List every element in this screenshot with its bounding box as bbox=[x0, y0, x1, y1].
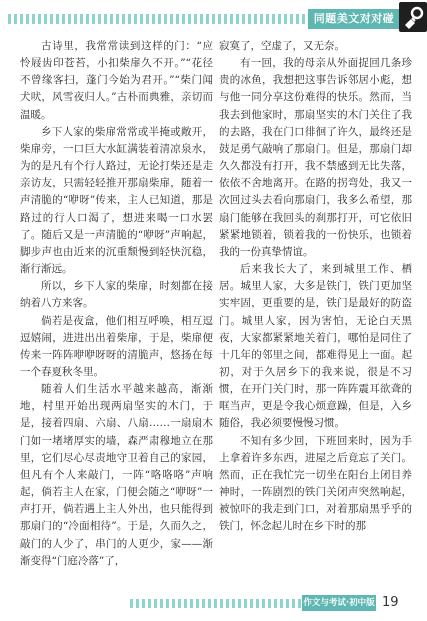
paragraph: 随着人们生活水平越来越高，渐渐地，村里开始出现两扇坚实的木门，于是，接着四扇、六扇、八扇……一扇扇木门如一堵堵厚实的墙，森严肃穆地立在那里，它们尽心尽责地守卫着自己的家园，但凡有个人来敲门，一阵“咯咯咯”声响起，倘若主人在家，门便会随之“咿呀”一声打开，倘若遇上主人外出，也只能得到那扇门的“冷面相待”。于是，久而久之，敲门的人少了，串门的人更少，家——渐渐变得“门庭冷落”了， bbox=[20, 383, 213, 567]
paragraph: 所以，乡下人家的柴扉，时刻都在接纳着八方来客。 bbox=[20, 280, 213, 310]
paragraph: 不知有多少回，下班回来时，因为手上拿着许多东西，进屋之后竟忘了关门。然而，正在我忙完一切坐在阳台上闭目养神时，一阵剧烈的铁门关闭声突然响起，被惊吓的我走到门口，对着那扇黑乎乎的铁门，怀念起儿时在乡下时的那 bbox=[219, 434, 412, 533]
right-text-column bbox=[219, 38, 412, 568]
paragraph: 有一回，我的母亲从外面捉回几条珍贵的冰鱼，我想把这事告诉邻居小彪，想与他一同分享这份难得的快乐。然而，当我去到他家时，那扇坚实的木门关住了我的去路，我在门口徘徊了许久，最终还是鼓足勇气敲响了那扇门。但是，那扇门却久久都没有打开，我不禁感到无比失落，依依不舍地离开。在路的拐弯处，我又一次回过头去看向那扇门，我多么希望，那扇门能够在我回头的刹那打开，可它依旧紧紧地锁着，锁着我的一份快乐，也锁着我的一份真挚情谊。 bbox=[219, 57, 412, 258]
page-footer bbox=[0, 594, 427, 614]
footer-stripe-decoration bbox=[130, 599, 302, 608]
column-title: 同题美文对对碰 bbox=[313, 12, 395, 25]
pen-nib-icon bbox=[399, 2, 427, 32]
paragraph: 倘若是夜盒，他们相互呼唤，相互逗逗嬉闹，进进出出着柴扉，于是，柴扉便传来一阵阵咿咿呀呀的清脆声，悠扬在每一个春夏秋冬里。 bbox=[20, 314, 213, 378]
left-text-column bbox=[20, 38, 213, 568]
paragraph: 寂寞了，空虚了，又无奈。 bbox=[219, 40, 345, 52]
paragraph: 后来我长大了，来到城里工作、栖居。城里人家，大多是铁门，铁门更加坚实牢固，更重要的是，铁门是最好的防盗门。城里人家，因为害怕，无论白天黑夜，大家都紧紧地关着门，哪怕是同住了十几年的邻里之间，都难得见上一面。起初，对于久居乡下的我来说，很是不习惯，在开门关门时，那一阵阵震耳欲聋的哐当声，更是令我心烦意躁，但是，入乡随俗，我必须要慢慢习惯。 bbox=[219, 263, 412, 430]
paragraph: 乡下人家的柴扉常常或半掩或敞开，柴扉旁，一口巨大水缸满装着清凉泉水，为的是凡有个行人路过，无论打柴还是走亲访友，只需轻轻推开那扇柴扉，随着一声清脆的“咿呀”传来，主人已知道，那是路过的行人口渴了，想进来喝一口水罢了。随后又是一声清脆的“咿呀”声响起，脚步声也由近来的沉重颓慢到轻快沉稳，渐行渐远。 bbox=[20, 125, 213, 276]
magazine-badge: 作文与考试·初中版 bbox=[302, 595, 376, 611]
page-header bbox=[0, 0, 427, 34]
paragraph: 古诗里，我常常读到这样的门：“应怜屐齿印苍苔，小扣柴扉久不开。”“花径不曾缘客扫，蓬门今始为君开。”“柴门闻犬吠，风雪夜归人。”古朴而典雅，亲切而温暖。 bbox=[20, 40, 213, 121]
header-stripe-decoration bbox=[8, 14, 308, 24]
page-number: 19 bbox=[382, 595, 399, 610]
